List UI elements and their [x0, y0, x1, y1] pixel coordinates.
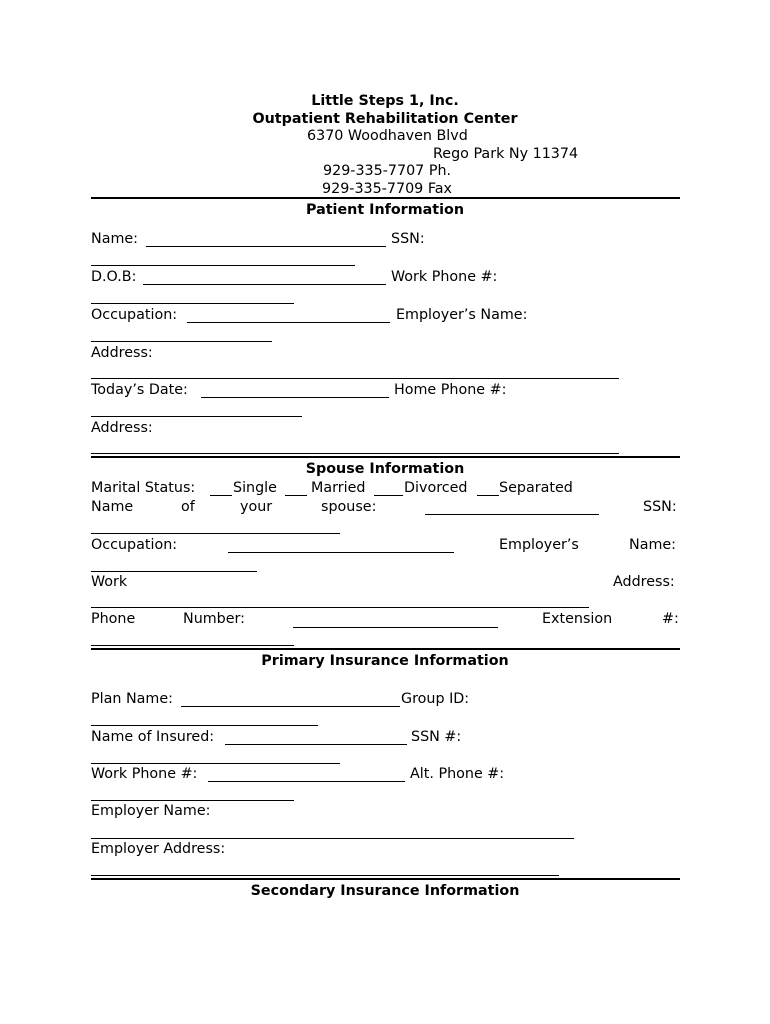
spouse-name-word: Name: [91, 499, 134, 515]
employer-name-field[interactable]: [91, 838, 574, 839]
spouse-employer-name-field[interactable]: [91, 571, 257, 572]
group-id-label: Group ID:: [401, 691, 470, 707]
spouse-extension-field[interactable]: [91, 645, 294, 646]
spouse-section-heading: Spouse Information: [305, 461, 465, 477]
patient-occupation-field[interactable]: [187, 322, 390, 323]
insured-work-phone-label: Work Phone #:: [91, 766, 198, 782]
patient-address-field[interactable]: [91, 378, 619, 379]
plan-name-field[interactable]: [181, 706, 400, 707]
patient-section-heading: Patient Information: [305, 202, 465, 218]
spouse-ssn-field[interactable]: [91, 533, 340, 534]
section-rule: [91, 456, 680, 458]
spouse-work-label: Work: [91, 574, 128, 590]
patient-ssn-label: SSN:: [391, 231, 425, 247]
group-id-field[interactable]: [91, 725, 318, 726]
employer-name-label: Employer Name:: [91, 803, 211, 819]
alt-phone-label: Alt. Phone #:: [410, 766, 505, 782]
secondary-insurance-heading: Secondary Insurance Information: [250, 883, 520, 899]
name-of-insured-field[interactable]: [225, 744, 407, 745]
spouse-name-word: your: [240, 499, 273, 515]
marital-status-label: Marital Status:: [91, 480, 196, 496]
divorced-option: Divorced: [404, 480, 468, 496]
patient-home-phone-label: Home Phone #:: [394, 382, 507, 398]
primary-insurance-heading: Primary Insurance Information: [261, 653, 509, 669]
spouse-name-word: Name:: [629, 537, 676, 553]
separated-checkbox-line[interactable]: [477, 495, 499, 496]
spouse-name-word: of: [181, 499, 195, 515]
patient-name-label: Name:: [91, 231, 138, 247]
separated-option: Separated: [499, 480, 573, 496]
patient-ssn-field[interactable]: [91, 265, 355, 266]
insured-ssn-field[interactable]: [91, 763, 340, 764]
section-rule: [91, 878, 680, 880]
spouse-occupation-label: Occupation:: [91, 537, 178, 553]
plan-name-label: Plan Name:: [91, 691, 173, 707]
spouse-work-address-label: Address:: [613, 574, 675, 590]
patient-work-phone-field[interactable]: [91, 303, 294, 304]
single-checkbox-line[interactable]: [210, 495, 232, 496]
name-of-insured-label: Name of Insured:: [91, 729, 215, 745]
center-name: Outpatient Rehabilitation Center: [252, 111, 518, 127]
spouse-work-address-field[interactable]: [91, 607, 589, 608]
fax-number: 929-335-7709 Fax: [322, 181, 452, 197]
insured-work-phone-field[interactable]: [208, 781, 405, 782]
divorced-checkbox-line[interactable]: [374, 495, 403, 496]
patient-dob-label: D.O.B:: [91, 269, 137, 285]
patient-address2-label: Address:: [91, 420, 153, 436]
spouse-number-word: Number:: [183, 611, 245, 627]
section-rule: [91, 197, 680, 199]
spouse-employers-word: Employer’s: [499, 537, 579, 553]
address-line-1: 6370 Woodhaven Blvd: [307, 128, 468, 144]
spouse-name-field[interactable]: [425, 514, 599, 515]
employer-address-field[interactable]: [91, 875, 559, 876]
spouse-ssn-label: SSN:: [643, 499, 677, 515]
patient-todays-date-label: Today’s Date:: [91, 382, 188, 398]
employer-address-label: Employer Address:: [91, 841, 226, 857]
patient-address-label: Address:: [91, 345, 153, 361]
single-option: Single: [233, 480, 277, 496]
patient-employer-name-label: Employer’s Name:: [396, 307, 528, 323]
spouse-name-word: spouse:: [321, 499, 377, 515]
patient-home-phone-field[interactable]: [91, 416, 302, 417]
section-rule: [91, 648, 680, 650]
alt-phone-field[interactable]: [91, 800, 294, 801]
patient-dob-field[interactable]: [143, 284, 386, 285]
address-line-2: Rego Park Ny 11374: [433, 146, 579, 162]
spouse-extension-hash: #:: [662, 611, 679, 627]
patient-employer-name-field[interactable]: [91, 341, 272, 342]
married-checkbox-line[interactable]: [285, 495, 307, 496]
patient-occupation-label: Occupation:: [91, 307, 178, 323]
spouse-extension-word: Extension: [542, 611, 613, 627]
patient-work-phone-label: Work Phone #:: [391, 269, 498, 285]
spouse-occupation-field[interactable]: [228, 552, 454, 553]
spouse-phone-field[interactable]: [293, 627, 498, 628]
insured-ssn-label: SSN #:: [411, 729, 462, 745]
patient-todays-date-field[interactable]: [201, 397, 389, 398]
spouse-phone-word: Phone: [91, 611, 136, 627]
patient-name-field[interactable]: [146, 246, 386, 247]
phone-number: 929-335-7707 Ph.: [323, 163, 452, 179]
patient-address2-field[interactable]: [91, 453, 619, 454]
company-name: Little Steps 1, Inc.: [311, 93, 459, 109]
married-option: Married: [311, 480, 366, 496]
